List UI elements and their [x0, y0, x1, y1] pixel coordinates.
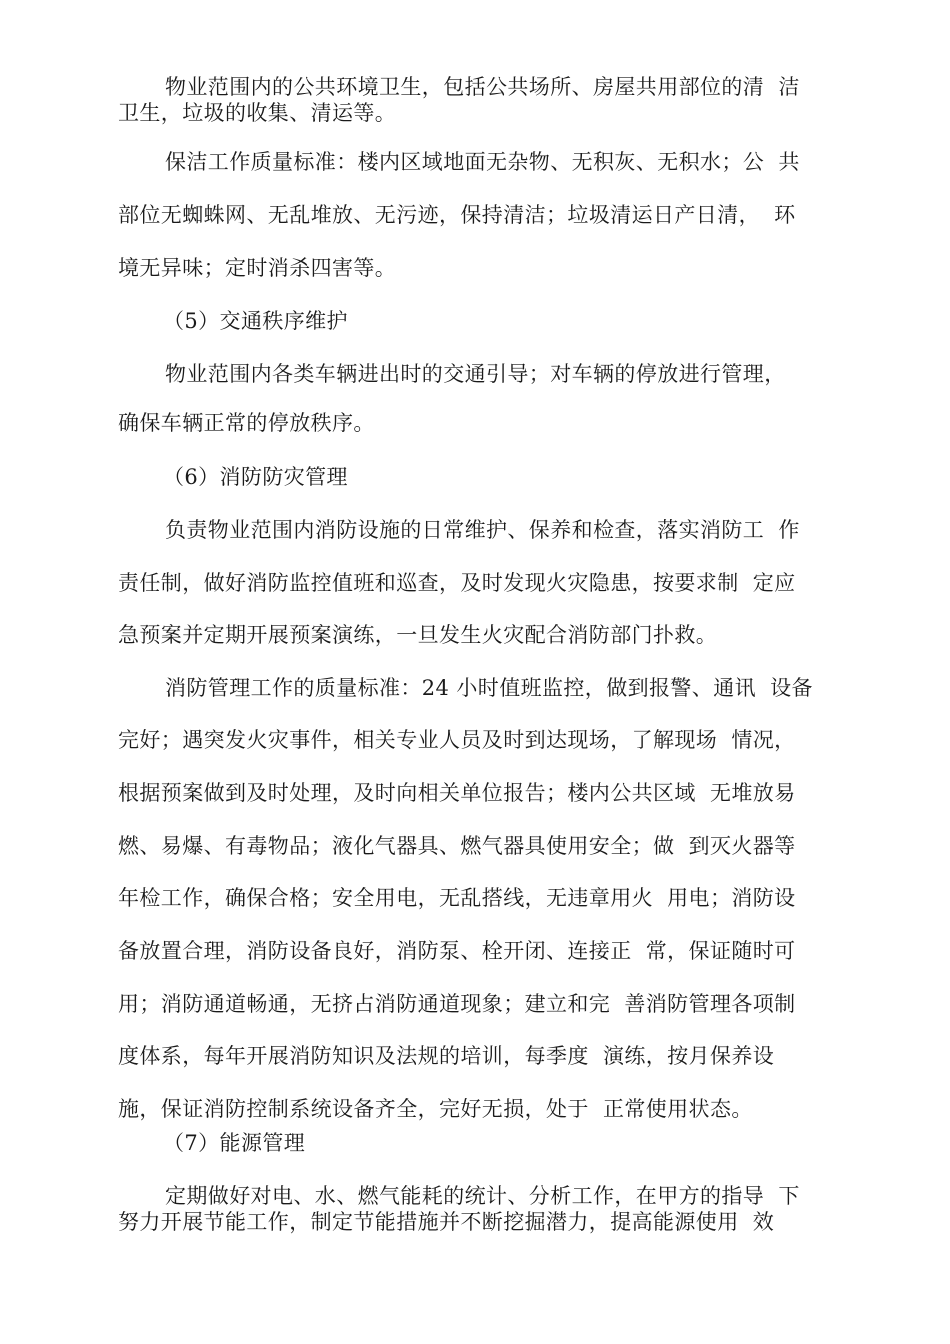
paragraph-fire-standard-line-3: 根据预案做到及时处理，及时向相关单位报告；楼内公共区域 无堆放易: [118, 781, 796, 805]
paragraph-fire-standard-line-6: 备放置合理，消防设备良好，消防泵、栓开闭、连接正 常，保证随时可: [118, 939, 796, 963]
paragraph-environment-line-2: 卫生，垃圾的收集、清运等。: [118, 101, 397, 125]
paragraph-traffic-line-1: 物业范围内各类车辆进出时的交通引导；对车辆的停放进行管理，: [165, 362, 786, 386]
paragraph-cleaning-standard-line-1: 保洁工作质量标准：楼内区域地面无杂物、无积灰、无积水；公 共: [165, 150, 800, 174]
heading-energy-management: （7）能源管理: [163, 1131, 306, 1155]
paragraph-environment-line-1: 物业范围内的公共环境卫生，包括公共场所、房屋共用部位的清 洁: [165, 75, 800, 99]
paragraph-fire-standard-line-1: 消防管理工作的质量标准：24 小时值班监控，做到报警、通讯 设备: [165, 676, 813, 700]
paragraph-traffic-line-2: 确保车辆正常的停放秩序。: [118, 411, 375, 435]
paragraph-cleaning-standard-line-3: 境无异味；定时消杀四害等。: [118, 256, 397, 280]
paragraph-energy-line-2: 努力开展节能工作，制定节能措施并不断挖掘潜力，提高能源使用 效: [118, 1210, 775, 1234]
paragraph-fire-standard-line-8: 度体系，每年开展消防知识及法规的培训，每季度 演练，按月保养设: [118, 1044, 775, 1068]
paragraph-fire-standard-line-5: 年检工作，确保合格；安全用电，无乱搭线，无违章用火 用电；消防设: [118, 886, 796, 910]
paragraph-fire-duty-line-3: 急预案并定期开展预案演练，一旦发生火灾配合消防部门扑救。: [118, 623, 718, 647]
heading-fire-prevention: （6）消防防灾管理: [163, 465, 348, 489]
paragraph-fire-standard-line-7: 用；消防通道畅通，无挤占消防通道现象；建立和完 善消防管理各项制: [118, 992, 796, 1016]
paragraph-energy-line-1: 定期做好对电、水、燃气能耗的统计、分析工作，在甲方的指导 下: [165, 1184, 800, 1208]
paragraph-fire-duty-line-1: 负责物业范围内消防设施的日常维护、保养和检查，落实消防工 作: [165, 518, 800, 542]
paragraph-cleaning-standard-line-2: 部位无蜘蛛网、无乱堆放、无污迹，保持清洁；垃圾清运日产日清， 环: [118, 203, 796, 227]
paragraph-fire-duty-line-2: 责任制，做好消防监控值班和巡查，及时发现火灾隐患，按要求制 定应: [118, 571, 796, 595]
paragraph-fire-standard-line-2: 完好；遇突发火灾事件，相关专业人员及时到达现场，了解现场 情况，: [118, 728, 796, 752]
paragraph-fire-standard-line-9: 施，保证消防控制系统设备齐全，完好无损，处于 正常使用状态。: [118, 1097, 753, 1121]
paragraph-fire-standard-line-4: 燃、易爆、有毒物品；液化气器具、燃气器具使用安全；做 到灭火器等: [118, 834, 796, 858]
heading-traffic-order: （5）交通秩序维护: [163, 309, 348, 333]
